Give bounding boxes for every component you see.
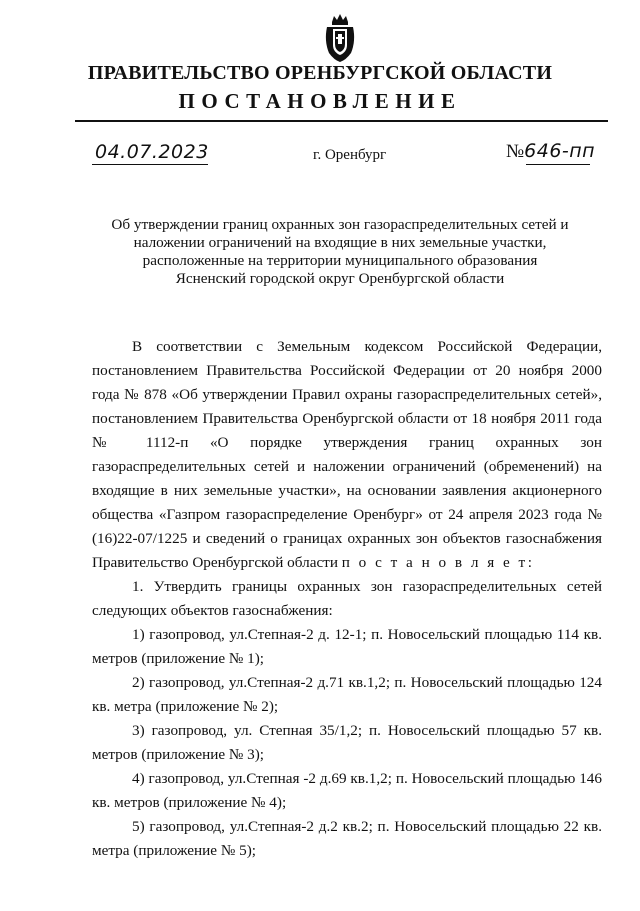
- number-underline: [526, 164, 590, 165]
- title-line: Ясненский городской округ Оренбургской области: [175, 270, 505, 287]
- document-type: ПОСТАНОВЛЕНИЕ: [178, 89, 462, 113]
- preamble-text: В соответствии с Земельным кодексом Российской Федерации, постановлением Правительства Российской Федерации от 20 ноября 2000 года № 878 «Об утверждении Правил охраны газораспределительных сетей», постановлением Правительства Оренбургской области от 18 ноября 2011 года № 1112-п «О порядке утверждения границ охранных зон газораспределительных сетей и наложении ограничений (обременений) на входящие в них земельные участки», на основании заявления акционерного общества «Газпром газораспределение Оренбург» от 24 апреля 2023 года № (16)22-07/1225 и сведений о границах охранных зон объектов газоснабжения Правительство Оренбургской области: [92, 338, 602, 571]
- list-item: 1) газопровод, ул.Степная-2 д. 12-1; п. Новосельский площадью 114 кв. метров (приложение № 1);: [92, 626, 602, 667]
- list-item: 5) газопровод, ул.Степная-2 д.2 кв.2; п. Новосельский площадью 22 кв. метра (приложение № 5);: [92, 818, 602, 859]
- preamble-paragraph: [92, 335, 602, 575]
- coat-of-arms-icon: [321, 13, 359, 63]
- number-value: 646-пп: [524, 140, 596, 162]
- number-prefix: №: [506, 141, 525, 162]
- resolves-word: п о с т а н о в л я е т:: [341, 554, 535, 571]
- document-body: [92, 335, 602, 863]
- document-city: г. Оренбург: [313, 147, 387, 163]
- organization-name: ПРАВИТЕЛЬСТВО ОРЕНБУРГСКОЙ ОБЛАСТИ: [87, 62, 553, 84]
- date-underline: [92, 164, 208, 165]
- document-number: [506, 140, 595, 163]
- header-divider: [75, 120, 608, 122]
- title-line: расположенные на территории муниципального образования: [142, 252, 538, 269]
- list-item: 3) газопровод, ул. Степная 35/1,2; п. Новосельский площадью 57 кв. метров (приложение № 3);: [92, 722, 602, 763]
- title-line: Об утверждении границ охранных зон газораспределительных сетей и: [111, 216, 569, 233]
- document-date: 04.07.2023: [95, 141, 209, 163]
- title-line: наложении ограничений на входящие в них земельные участки,: [133, 234, 547, 251]
- document-title: [90, 216, 590, 288]
- list-item: 4) газопровод, ул.Степная -2 д.69 кв.1,2; п. Новосельский площадью 146 кв. метров (приложение № 4);: [92, 770, 602, 811]
- list-item: 2) газопровод, ул.Степная-2 д.71 кв.1,2; п. Новосельский площадью 124 кв. метра (приложение № 2);: [92, 674, 602, 715]
- point-1: 1. Утвердить границы охранных зон газораспределительных сетей следующих объектов газоснабжения:: [92, 578, 602, 619]
